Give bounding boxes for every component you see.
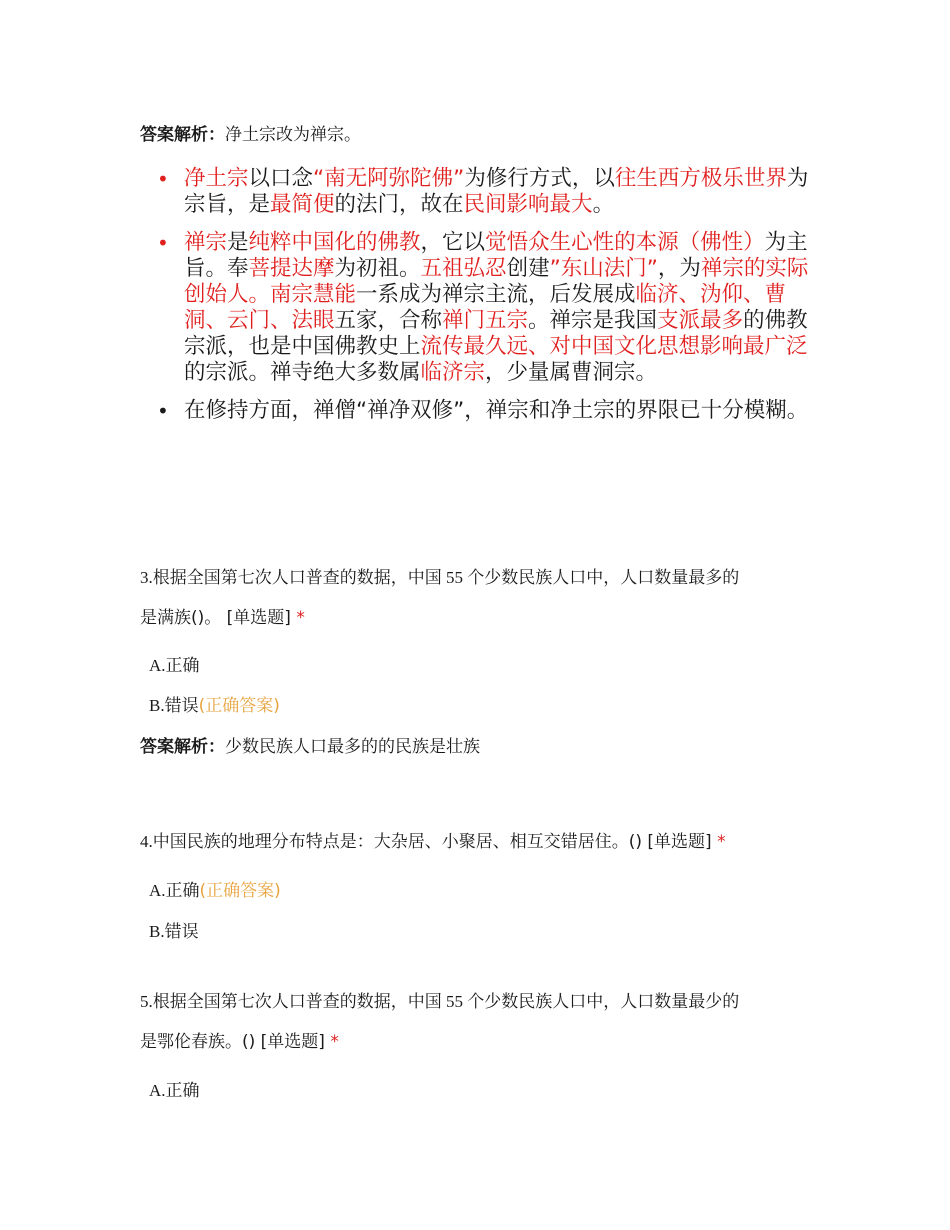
slide-text: 的佛教宗派，也是中国佛教史上 bbox=[184, 308, 808, 359]
question-4 bbox=[140, 822, 820, 862]
slide-text: 为宗旨，是 bbox=[184, 166, 809, 217]
question-5 bbox=[140, 982, 820, 1062]
slide-text: 五家，合称 bbox=[334, 308, 443, 333]
question-4-line1 bbox=[140, 822, 820, 862]
slide-text: ，少量属曹洞宗。 bbox=[485, 360, 658, 385]
analysis-text: 净土宗改为禅宗。 bbox=[225, 125, 361, 145]
slide-text: 的法门，故在 bbox=[334, 192, 464, 217]
analysis-label: 答案解析： bbox=[140, 125, 225, 145]
question-text: 中国民族的地理分布特点是：大杂居、小聚居、相互交错居住。() [单选题] bbox=[152, 832, 712, 852]
option-text: 正确 bbox=[165, 1081, 200, 1101]
required-star: * bbox=[324, 1032, 339, 1052]
slide-text-highlight: 觉悟众生心性的本源（佛性） bbox=[485, 230, 765, 255]
correct-answer-tag: (正确答案) bbox=[199, 881, 281, 901]
option-text: 错误 bbox=[164, 922, 199, 942]
slide-text-highlight: 流传最久远、对中国文化思想影响最广泛 bbox=[420, 334, 808, 359]
slide-text-highlight: 南宗慧能 bbox=[270, 282, 357, 307]
q3-analysis bbox=[140, 732, 480, 757]
slide-text: 在修持方面，禅僧“禅净双修”，禅宗和净土宗的界限已十分模糊。 bbox=[184, 398, 809, 423]
required-star: * bbox=[711, 832, 726, 852]
q3-option-a[interactable] bbox=[149, 651, 200, 676]
option-text: 错误 bbox=[164, 696, 199, 716]
slide-text-highlight: 菩提达摩 bbox=[248, 256, 335, 281]
question-number: 3. bbox=[140, 568, 153, 587]
option-letter: B. bbox=[149, 696, 165, 715]
bullet-dot-icon: • bbox=[157, 167, 169, 191]
question-text: 根据全国第七次人口普查的数据，中国 bbox=[152, 992, 442, 1012]
slide-text-highlight: 往生西方极乐世界 bbox=[614, 166, 787, 191]
q4-option-b[interactable] bbox=[149, 917, 199, 942]
required-star: * bbox=[290, 608, 305, 628]
analysis-slide-image bbox=[155, 166, 815, 436]
slide-text: 。 bbox=[592, 192, 615, 217]
question-5-line2 bbox=[140, 1022, 820, 1062]
question-text: 个少数民族人口中，人口数量最少的 bbox=[467, 992, 740, 1012]
slide-text-highlight: 禅门五宗 bbox=[442, 308, 529, 333]
q2-analysis bbox=[140, 120, 361, 145]
analysis-label: 答案解析： bbox=[140, 737, 225, 757]
slide-text: 的宗派。禅寺绝大多数属 bbox=[184, 360, 421, 385]
q3-option-b[interactable] bbox=[149, 691, 280, 716]
slide-text: 一系成为禅宗主流，后发展成 bbox=[356, 282, 636, 307]
slide-text: 为初祖。 bbox=[334, 256, 421, 281]
slide-text: 创建 bbox=[506, 256, 550, 281]
option-letter: B. bbox=[149, 922, 165, 941]
slide-text-highlight: 禅宗的实际创始人。 bbox=[184, 256, 809, 307]
question-3-line2 bbox=[140, 598, 820, 638]
option-letter: A. bbox=[149, 881, 166, 900]
slide-text-highlight: 净土宗 bbox=[184, 166, 249, 191]
slide-text: 为修行方式，以 bbox=[464, 166, 615, 191]
question-text: 是满族()。 [单选题] bbox=[140, 608, 291, 628]
slide-text-highlight: 五祖弘忍 bbox=[420, 256, 507, 281]
slide-text-highlight: 支派最多 bbox=[657, 308, 744, 333]
slide-text-highlight: 临济宗 bbox=[420, 360, 486, 385]
q4-option-a[interactable] bbox=[149, 876, 281, 901]
slide-bullet-chan bbox=[155, 230, 815, 386]
slide-text-highlight: 民间影响最大 bbox=[463, 192, 593, 217]
slide-text: ，为 bbox=[657, 256, 701, 281]
question-number: 5. bbox=[140, 992, 153, 1011]
question-number-55: 55 bbox=[441, 992, 468, 1011]
slide-bullet-practice bbox=[155, 398, 815, 424]
slide-text: ，它以 bbox=[420, 230, 486, 255]
question-text: 根据全国第七次人口普查的数据，中国 bbox=[152, 568, 442, 588]
question-text: 是鄂伦春族。() [单选题] bbox=[140, 1032, 325, 1052]
bullet-dot-icon: • bbox=[157, 231, 169, 255]
slide-text-highlight: 禅宗 bbox=[184, 230, 228, 255]
question-text: 个少数民族人口中，人口数量最多的 bbox=[467, 568, 740, 588]
slide-text-highlight: 临济、沩仰、曹洞、云门、法眼 bbox=[184, 282, 787, 333]
slide-text-highlight: ”东山法门” bbox=[549, 256, 658, 281]
correct-answer-tag: (正确答案) bbox=[198, 696, 280, 716]
question-number: 4. bbox=[140, 832, 153, 851]
question-3-line1 bbox=[140, 558, 820, 598]
analysis-text: 少数民族人口最多的的民族是壮族 bbox=[225, 737, 480, 757]
slide-text: 以口念 bbox=[248, 166, 314, 191]
question-5-line1 bbox=[140, 982, 820, 1022]
slide-text-highlight: 最简便 bbox=[270, 192, 335, 217]
question-3 bbox=[140, 558, 820, 638]
slide-text-highlight: “南无阿弥陀佛” bbox=[313, 166, 465, 191]
option-text: 正确 bbox=[165, 656, 200, 676]
slide-text: 为主旨。奉 bbox=[184, 230, 808, 281]
option-letter: A. bbox=[149, 656, 166, 675]
option-text: 正确 bbox=[165, 881, 200, 901]
q5-option-a[interactable] bbox=[149, 1076, 200, 1101]
bullet-dot-icon: • bbox=[157, 399, 169, 423]
option-letter: A. bbox=[149, 1081, 166, 1100]
question-number-55: 55 bbox=[441, 568, 468, 587]
slide-text: 。禅宗是我国 bbox=[528, 308, 658, 333]
slide-text-highlight: 纯粹中国化的佛教 bbox=[248, 230, 421, 255]
slide-text: 是 bbox=[227, 230, 249, 255]
slide-bullet-pure-land bbox=[155, 166, 815, 218]
